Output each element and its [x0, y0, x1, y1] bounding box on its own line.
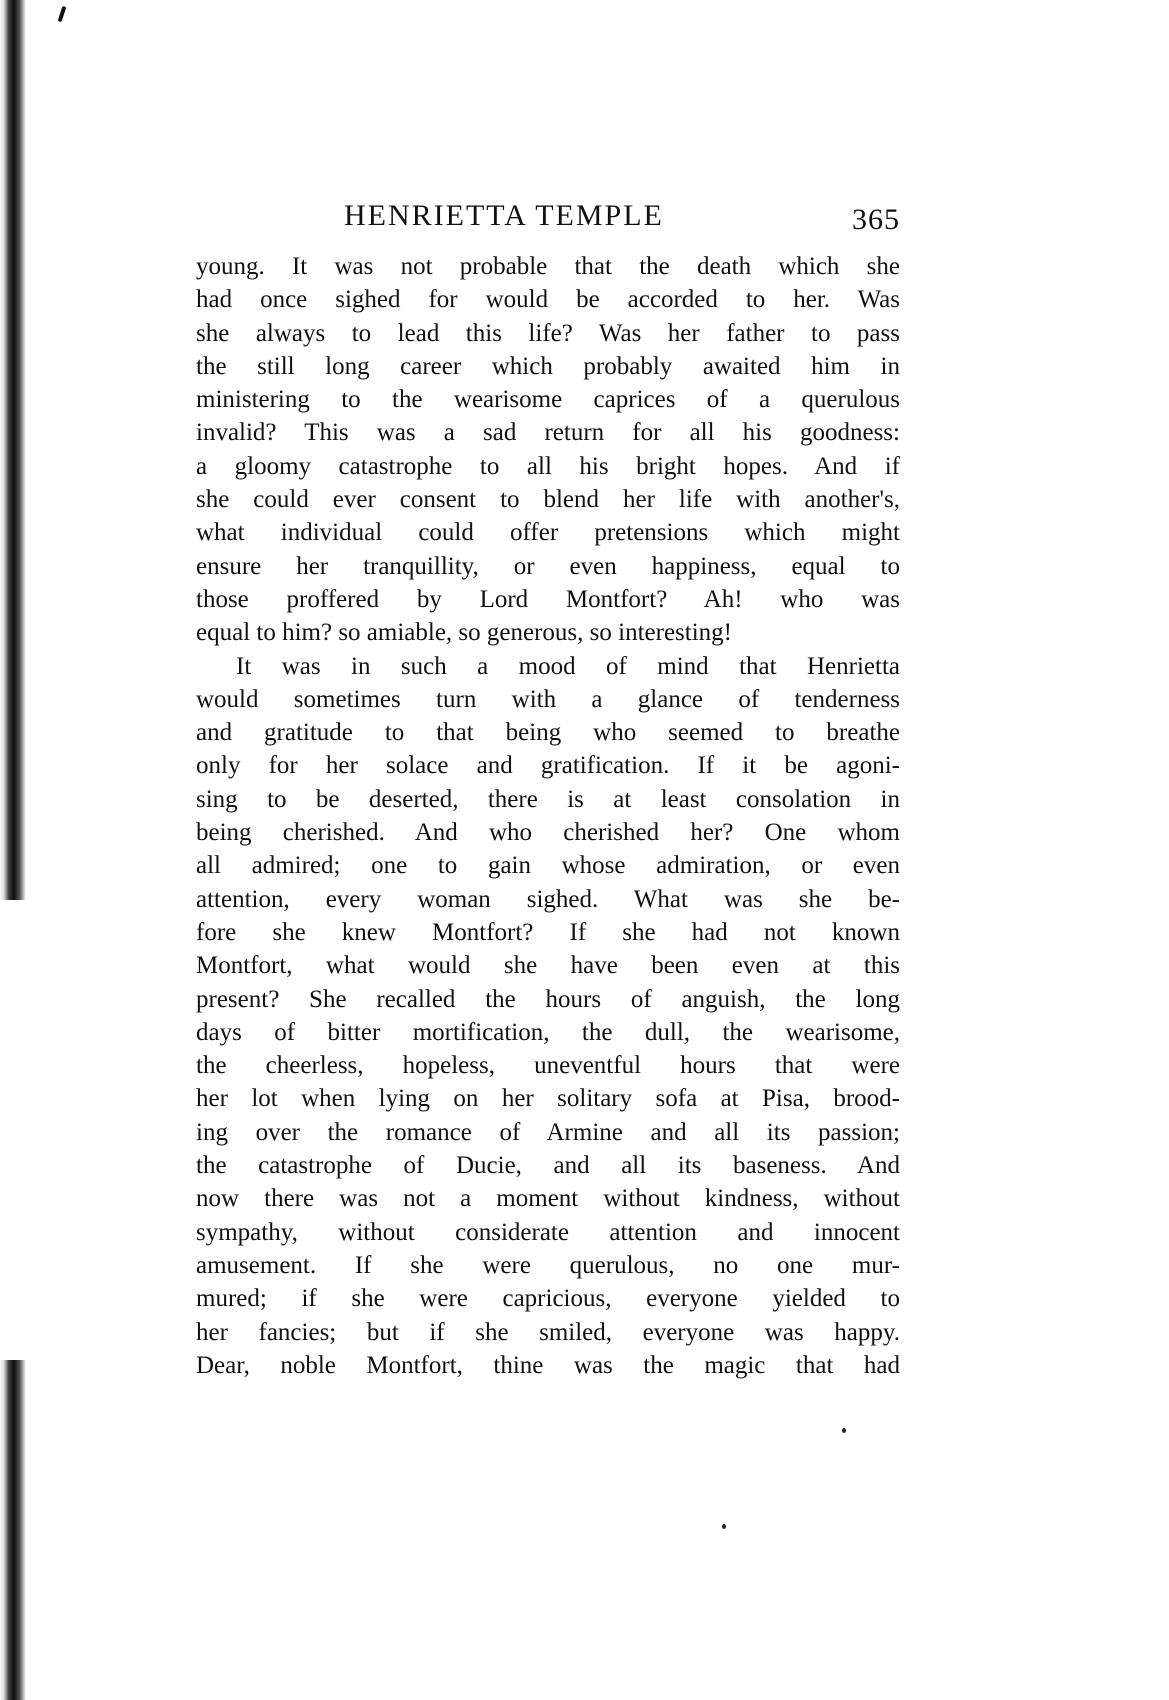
text-line: those proffered by Lord Montfort? Ah! who was	[196, 585, 900, 613]
text-line: Dear, noble Montfort, thine was the magic that had	[196, 1351, 900, 1379]
text-line: would sometimes turn with a glance of tenderness	[196, 685, 900, 713]
text-line-indented: It was in such a mood of mind that Henrietta	[236, 652, 900, 680]
text-line: she could ever consent to blend her life with another's,	[196, 486, 900, 514]
text-line: mured; if she were capricious, everyone yielded to	[196, 1285, 900, 1313]
text-line: a gloomy catastrophe to all his bright hopes. And if	[196, 452, 900, 480]
text-line: the cheerless, hopeless, uneventful hours that were	[196, 1052, 900, 1080]
text-line: what individual could offer pretensions which might	[196, 519, 900, 547]
page-title: HENRIETTA TEMPLE	[344, 199, 664, 232]
text-line: only for her solace and gratification. If it be agoni-	[196, 752, 900, 780]
text-line: and gratitude to that being who seemed to breathe	[196, 719, 900, 747]
text-line: Montfort, what would she have been even at this	[196, 952, 900, 980]
text-line: fore she knew Montfort? If she had not known	[196, 918, 900, 946]
text-line: ensure her tranquillity, or even happiness, equal to	[196, 552, 900, 580]
text-line: sympathy, without considerate attention and innocent	[196, 1218, 900, 1246]
stray-ink-mark	[58, 6, 67, 22]
text-line: sing to be deserted, there is at least consolation in	[196, 785, 900, 813]
text-line: young. It was not probable that the death which she	[196, 253, 900, 280]
text-line: the catastrophe of Ducie, and all its baseness. And	[196, 1152, 900, 1180]
text-line: now there was not a moment without kindness, without	[196, 1185, 900, 1213]
ink-speck	[722, 1524, 726, 1529]
text-line: she always to lead this life? Was her father to pass	[196, 319, 900, 347]
text-line: ing over the romance of Armine and all its passion;	[196, 1118, 900, 1146]
text-line: had once sighed for would be accorded to her. Was	[196, 286, 900, 314]
text-line: all admired; one to gain whose admiration, or even	[196, 852, 900, 880]
text-line: equal to him? so amiable, so generous, so interesting!	[196, 619, 732, 647]
text-line: invalid? This was a sad return for all his goodness:	[196, 419, 900, 447]
running-head	[196, 196, 900, 236]
page-binding-edge	[0, 0, 26, 1700]
ink-speck	[842, 1428, 846, 1433]
text-line: amusement. If she were querulous, no one mur-	[196, 1251, 900, 1279]
body-text	[196, 250, 900, 1382]
text-line: attention, every woman sighed. What was she be-	[196, 885, 900, 913]
text-line: her fancies; but if she smiled, everyone was happy.	[196, 1318, 900, 1346]
text-line: ministering to the wearisome caprices of a querulous	[196, 386, 900, 414]
page-binding-gap	[0, 900, 26, 1360]
text-line: present? She recalled the hours of anguish, the long	[196, 985, 900, 1013]
text-line: her lot when lying on her solitary sofa at Pisa, brood-	[196, 1085, 900, 1113]
text-line: days of bitter mortification, the dull, the wearisome,	[196, 1018, 900, 1046]
text-line: the still long career which probably awaited him in	[196, 352, 900, 380]
page-number: 365	[852, 203, 900, 236]
text-line: being cherished. And who cherished her? One whom	[196, 819, 900, 847]
